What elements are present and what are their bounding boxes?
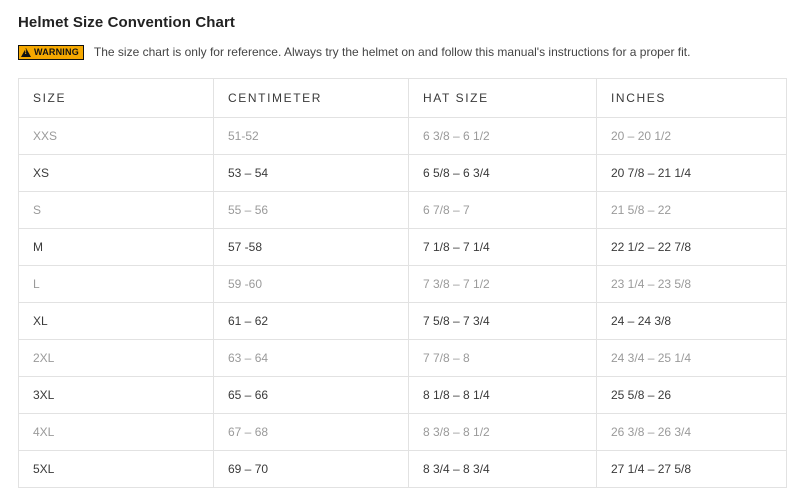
cell-inches: 20 7/8 – 21 1/4 [597, 155, 787, 192]
cell-size: XS [19, 155, 214, 192]
warning-text: The size chart is only for reference. Always try the helmet on and follow this manual's instructions for a proper fit. [93, 45, 691, 59]
table-row [19, 192, 787, 229]
warning-badge-label: WARNING [34, 47, 79, 57]
cell-inches: 25 5/8 – 26 [597, 377, 787, 414]
cell-size: S [19, 192, 214, 229]
cell-inches: 27 1/4 – 27 5/8 [597, 451, 787, 488]
cell-centimeter: 67 – 68 [214, 414, 409, 451]
cell-size: M [19, 229, 214, 266]
warning-badge [18, 45, 84, 60]
cell-inches: 22 1/2 – 22 7/8 [597, 229, 787, 266]
cell-inches: 26 3/8 – 26 3/4 [597, 414, 787, 451]
cell-centimeter: 53 – 54 [214, 155, 409, 192]
table-row [19, 303, 787, 340]
column-header-inches: INCHES [597, 79, 787, 118]
cell-hat-size: 7 7/8 – 8 [409, 340, 597, 377]
table-row [19, 118, 787, 155]
cell-hat-size: 8 3/4 – 8 3/4 [409, 451, 597, 488]
table-row [19, 266, 787, 303]
table-header-row [19, 79, 787, 118]
cell-centimeter: 59 -60 [214, 266, 409, 303]
cell-hat-size: 6 5/8 – 6 3/4 [409, 155, 597, 192]
table-row [19, 451, 787, 488]
cell-centimeter: 55 – 56 [214, 192, 409, 229]
table-row [19, 414, 787, 451]
cell-inches: 21 5/8 – 22 [597, 192, 787, 229]
cell-hat-size: 7 3/8 – 7 1/2 [409, 266, 597, 303]
cell-size: 2XL [19, 340, 214, 377]
table-row [19, 377, 787, 414]
cell-size: 3XL [19, 377, 214, 414]
cell-hat-size: 8 3/8 – 8 1/2 [409, 414, 597, 451]
cell-centimeter: 61 – 62 [214, 303, 409, 340]
cell-inches: 24 3/4 – 25 1/4 [597, 340, 787, 377]
cell-centimeter: 63 – 64 [214, 340, 409, 377]
table-row [19, 340, 787, 377]
cell-hat-size: 7 1/8 – 7 1/4 [409, 229, 597, 266]
cell-centimeter: 65 – 66 [214, 377, 409, 414]
cell-centimeter: 51-52 [214, 118, 409, 155]
cell-centimeter: 57 -58 [214, 229, 409, 266]
cell-inches: 20 – 20 1/2 [597, 118, 787, 155]
size-chart-table [18, 78, 787, 488]
column-header-centimeter: CENTIMETER [214, 79, 409, 118]
cell-hat-size: 6 3/8 – 6 1/2 [409, 118, 597, 155]
column-header-size: SIZE [19, 79, 214, 118]
cell-size: XL [19, 303, 214, 340]
cell-hat-size: 7 5/8 – 7 3/4 [409, 303, 597, 340]
cell-hat-size: 8 1/8 – 8 1/4 [409, 377, 597, 414]
warning-notice [18, 45, 784, 60]
cell-size: 4XL [19, 414, 214, 451]
cell-hat-size: 6 7/8 – 7 [409, 192, 597, 229]
cell-size: L [19, 266, 214, 303]
page-title: Helmet Size Convention Chart [18, 14, 235, 31]
table-row [19, 155, 787, 192]
table-row [19, 229, 787, 266]
column-header-hat-size: HAT SIZE [409, 79, 597, 118]
cell-size: XXS [19, 118, 214, 155]
cell-inches: 23 1/4 – 23 5/8 [597, 266, 787, 303]
cell-inches: 24 – 24 3/8 [597, 303, 787, 340]
cell-size: 5XL [19, 451, 214, 488]
warning-triangle-icon [21, 48, 31, 57]
cell-centimeter: 69 – 70 [214, 451, 409, 488]
